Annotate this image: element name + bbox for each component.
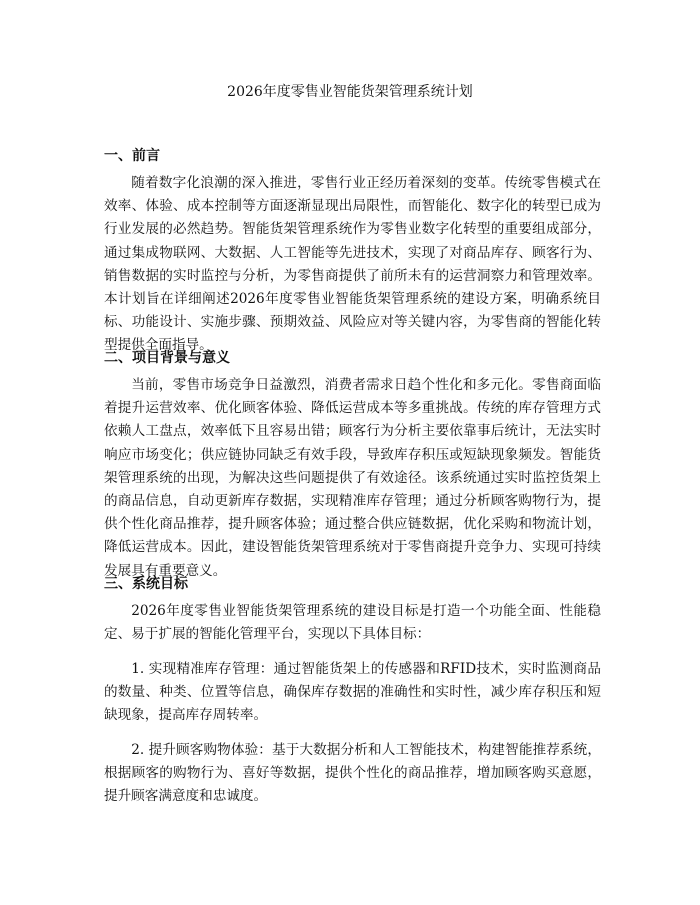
section-heading-preface: 一、前言 [104, 148, 160, 164]
goal-list-item: 2. 提升顾客购物体验：基于大数据分析和人工智能技术，构建智能推荐系统，根据顾客的购物行为、喜好等数据，提供个性化的商品推荐，增加顾客购买意愿，提升顾客满意度和忠诚度。 [104, 742, 601, 805]
section-paragraph: 2026年度零售业智能货架管理系统的建设目标是打造一个功能全面、性能稳定、易于扩展的智能化管理平台，实现以下具体目标： [104, 603, 601, 643]
section-heading-goals: 三、系统目标 [104, 576, 188, 592]
section-paragraph: 随着数字化浪潮的深入推进，零售行业正经历着深刻的变革。传统零售模式在效率、体验、成本控制等方面逐渐显现出局限性，而智能化、数字化的转型已成为行业发展的必然趋势。智能货架管理系统作为零售业数字化转型的重要组成部分，通过集成物联网、大数据、人工智能等先进技术，实现了对商品库存、顾客行为、销售数据的实时监控与分析，为零售商提供了前所未有的运营洞察力和管理效率。本计划旨在详细阐述2026年度零售业智能货架管理系统的建设方案，明确系统目标、功能设计、实施步骤、预期效益、风险应对等关键内容，为零售商的智能化转型提供全面指导。 [104, 175, 601, 354]
goal-list-item: 1. 实现精准库存管理：通过智能货架上的传感器和RFID技术，实时监测商品的数量、种类、位置等信息，确保库存数据的准确性和实时性，减少库存积压和短缺现象，提高库存周转率。 [104, 661, 601, 724]
section-heading-background: 二、项目背景与意义 [104, 350, 230, 366]
document-title: 2026年度零售业智能货架管理系统计划 [227, 84, 473, 100]
section-paragraph: 当前，零售市场竞争日益激烈，消费者需求日趋个性化和多元化。零售商面临着提升运营效率、优化顾客体验、降低运营成本等多重挑战。传统的库存管理方式依赖人工盘点，效率低下且容易出错；顾客行为分析主要依靠事后统计，无法实时响应市场变化；供应链协同缺乏有效手段，导致库存积压或短缺现象频发。智能货架管理系统的出现，为解决这些问题提供了有效途径。该系统通过实时监控货架上的商品信息，自动更新库存数据，实现精准库存管理；通过分析顾客购物行为，提供个性化商品推荐，提升顾客体验；通过整合供应链数据，优化采购和物流计划，降低运营成本。因此，建设智能货架管理系统对于零售商提升竞争力、实现可持续发展具有重要意义。 [104, 377, 601, 579]
